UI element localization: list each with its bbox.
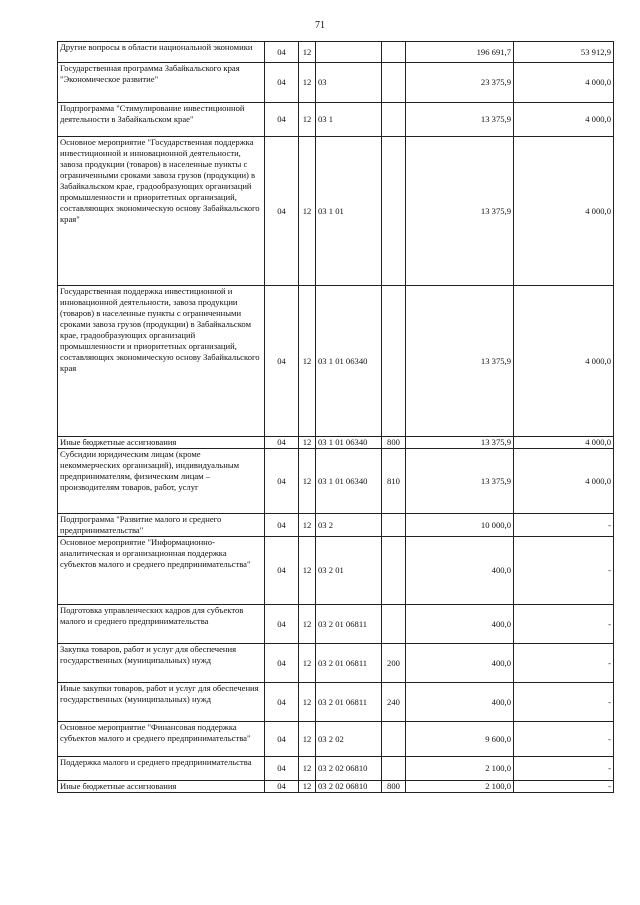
amount-total: 9 600,0	[406, 722, 514, 757]
amount-total: 400,0	[406, 644, 514, 683]
subsection-code: 12	[299, 449, 316, 514]
amount-secondary: 4 000,0	[514, 286, 614, 437]
expense-type-code	[382, 137, 406, 286]
amount-secondary: 4 000,0	[514, 449, 614, 514]
expense-type-code	[382, 757, 406, 781]
amount-total: 13 375,9	[406, 437, 514, 449]
amount-total: 2 100,0	[406, 757, 514, 781]
subsection-code: 12	[299, 537, 316, 605]
expense-type-code: 200	[382, 644, 406, 683]
item-name: Субсидии юридическим лицам (кроме некоммерческих организаций), индивидуальным предпринимателям, физическим лицам – производителям товаров, работ, услуг	[58, 449, 265, 514]
target-article-code: 03 2 01	[316, 537, 382, 605]
target-article-code: 03 1	[316, 103, 382, 137]
amount-secondary: -	[514, 605, 614, 644]
table-row	[58, 644, 614, 683]
amount-total: 13 375,9	[406, 286, 514, 437]
subsection-code: 12	[299, 781, 316, 793]
item-name: Основное мероприятие "Информационно-аналитическая и организационная поддержка субъектов малого и среднего предпринимательства"	[58, 537, 265, 605]
amount-total: 13 375,9	[406, 449, 514, 514]
amount-total: 400,0	[406, 605, 514, 644]
target-article-code	[316, 42, 382, 63]
item-name: Другие вопросы в области национальной экономики	[58, 42, 265, 63]
expense-type-code	[382, 63, 406, 103]
page-number: 71	[315, 20, 325, 31]
expense-type-code	[382, 514, 406, 537]
section-code: 04	[265, 605, 299, 644]
amount-secondary: 4 000,0	[514, 437, 614, 449]
section-code: 04	[265, 722, 299, 757]
table-row	[58, 537, 614, 605]
item-name: Закупка товаров, работ и услуг для обеспечения государственных (муниципальных) нужд	[58, 644, 265, 683]
table-row	[58, 449, 614, 514]
section-code: 04	[265, 644, 299, 683]
target-article-code: 03 2 02 06810	[316, 781, 382, 793]
table-row	[58, 514, 614, 537]
target-article-code: 03 1 01 06340	[316, 437, 382, 449]
amount-total: 400,0	[406, 537, 514, 605]
section-code: 04	[265, 437, 299, 449]
subsection-code: 12	[299, 137, 316, 286]
table-row	[58, 63, 614, 103]
item-name: Иные закупки товаров, работ и услуг для обеспечения государственных (муниципальных) нужд	[58, 683, 265, 722]
target-article-code: 03 1 01	[316, 137, 382, 286]
subsection-code: 12	[299, 286, 316, 437]
amount-secondary: 53 912,9	[514, 42, 614, 63]
section-code: 04	[265, 103, 299, 137]
target-article-code: 03 1 01 06340	[316, 449, 382, 514]
item-name: Государственная поддержка инвестиционной и инновационной деятельности, завоза продукции (товаров) в населенные пункты с ограниченными сроками завоза грузов (продукции) в Забайкальском крае, градообразующих организаций промышленности и приоритетных организаций, составляющих экономическую основу Забайкальского края	[58, 286, 265, 437]
expense-type-code: 810	[382, 449, 406, 514]
amount-secondary: -	[514, 781, 614, 793]
subsection-code: 12	[299, 722, 316, 757]
table-row	[58, 103, 614, 137]
subsection-code: 12	[299, 514, 316, 537]
table-row	[58, 42, 614, 63]
subsection-code: 12	[299, 103, 316, 137]
amount-secondary: -	[514, 757, 614, 781]
table-row	[58, 683, 614, 722]
item-name: Поддержка малого и среднего предпринимательства	[58, 757, 265, 781]
item-name: Иные бюджетные ассигнования	[58, 781, 265, 793]
expense-type-code: 800	[382, 781, 406, 793]
target-article-code: 03 2 01 06811	[316, 644, 382, 683]
section-code: 04	[265, 683, 299, 722]
section-code: 04	[265, 781, 299, 793]
expense-type-code: 240	[382, 683, 406, 722]
item-name: Подготовка управленческих кадров для субъектов малого и среднего предпринимательства	[58, 605, 265, 644]
target-article-code: 03 2 01 06811	[316, 683, 382, 722]
target-article-code: 03 2 02 06810	[316, 757, 382, 781]
amount-total: 13 375,9	[406, 137, 514, 286]
expense-type-code	[382, 286, 406, 437]
section-code: 04	[265, 757, 299, 781]
amount-secondary: -	[514, 644, 614, 683]
amount-secondary: -	[514, 722, 614, 757]
amount-total: 196 691,7	[406, 42, 514, 63]
item-name: Подпрограмма "Стимулирование инвестиционной деятельности в Забайкальском крае"	[58, 103, 265, 137]
amount-total: 23 375,9	[406, 63, 514, 103]
amount-total: 13 375,9	[406, 103, 514, 137]
section-code: 04	[265, 137, 299, 286]
section-code: 04	[265, 42, 299, 63]
target-article-code: 03 1 01 06340	[316, 286, 382, 437]
table-row	[58, 137, 614, 286]
target-article-code: 03	[316, 63, 382, 103]
amount-total: 10 000,0	[406, 514, 514, 537]
amount-total: 2 100,0	[406, 781, 514, 793]
budget-table	[57, 41, 614, 793]
amount-total: 400,0	[406, 683, 514, 722]
table-row	[58, 605, 614, 644]
subsection-code: 12	[299, 644, 316, 683]
subsection-code: 12	[299, 605, 316, 644]
expense-type-code	[382, 537, 406, 605]
table-row	[58, 437, 614, 449]
amount-secondary: 4 000,0	[514, 137, 614, 286]
expense-type-code	[382, 605, 406, 644]
expense-type-code: 800	[382, 437, 406, 449]
section-code: 04	[265, 286, 299, 437]
subsection-code: 12	[299, 757, 316, 781]
amount-secondary: 4 000,0	[514, 103, 614, 137]
expense-type-code	[382, 42, 406, 63]
amount-secondary: -	[514, 683, 614, 722]
item-name: Основное мероприятие "Финансовая поддержка субъектов малого и среднего предпринимательства"	[58, 722, 265, 757]
table-row	[58, 722, 614, 757]
section-code: 04	[265, 537, 299, 605]
table-row	[58, 757, 614, 781]
amount-secondary: -	[514, 537, 614, 605]
target-article-code: 03 2	[316, 514, 382, 537]
expense-type-code	[382, 722, 406, 757]
table-row	[58, 286, 614, 437]
expense-type-code	[382, 103, 406, 137]
table-row	[58, 781, 614, 793]
subsection-code: 12	[299, 683, 316, 722]
item-name: Иные бюджетные ассигнования	[58, 437, 265, 449]
item-name: Подпрограмма "Развитие малого и среднего предпринимательства"	[58, 514, 265, 537]
item-name: Государственная программа Забайкальского края "Экономическое развитие"	[58, 63, 265, 103]
item-name: Основное мероприятие "Государственная поддержка инвестиционной и инновационной деятельности, завоза продукции (товаров) в населенные пункты с ограниченными сроками завоза грузов (продукции) в Забайкальском крае, градообразующих организаций промышленности и приоритетных организаций, составляющих экономическую основу Забайкальского края"	[58, 137, 265, 286]
section-code: 04	[265, 449, 299, 514]
target-article-code: 03 2 01 06811	[316, 605, 382, 644]
section-code: 04	[265, 514, 299, 537]
section-code: 04	[265, 63, 299, 103]
subsection-code: 12	[299, 42, 316, 63]
subsection-code: 12	[299, 437, 316, 449]
subsection-code: 12	[299, 63, 316, 103]
amount-secondary: -	[514, 514, 614, 537]
amount-secondary: 4 000,0	[514, 63, 614, 103]
target-article-code: 03 2 02	[316, 722, 382, 757]
